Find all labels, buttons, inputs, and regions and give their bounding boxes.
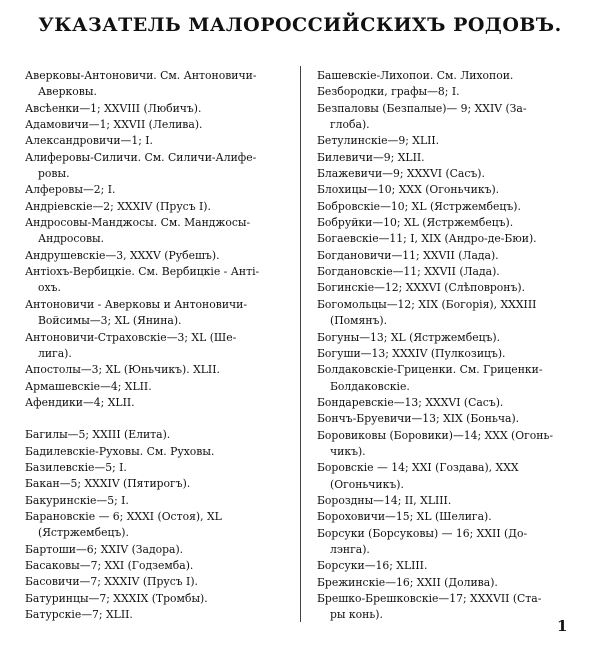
index-entry xyxy=(317,460,573,493)
entry-line: Багилы—5; XXIII (Елита). xyxy=(25,428,171,442)
entry-line: Бороховичи—15; XL (Шелига). xyxy=(317,510,492,524)
entry-line: Бондаревскіе—13; XXXVI (Сасъ). xyxy=(317,395,504,409)
index-entry xyxy=(25,117,283,133)
entry-line: Боровскіе — 14; XXI (Гоздава), XXX xyxy=(317,461,519,475)
entry-line: Апостолы—3; XL (Юньчикъ). XLII. xyxy=(25,363,220,377)
section-gap xyxy=(25,411,283,427)
index-entry xyxy=(317,248,573,264)
entry-line: Болдаковскіе-Гриценки. См. Гриценки- xyxy=(317,363,543,377)
index-entry xyxy=(317,509,573,525)
index-entry xyxy=(25,264,283,297)
entry-line: Бобруйки—10; XL (Ястржембецъ). xyxy=(317,216,514,230)
index-entry xyxy=(317,199,573,215)
entry-line: Афендики—4; XLII. xyxy=(25,395,135,409)
index-entry xyxy=(25,444,283,460)
entry-line: Брешко-Брешковскіе—17; XXXVII (Ста- xyxy=(317,592,542,605)
index-entry xyxy=(25,476,283,492)
entry-line: Бакан—5; XXXIV (Пятирогъ). xyxy=(25,477,191,491)
entry-continuation-line: Болдаковскіе. xyxy=(330,379,410,393)
index-entry xyxy=(317,133,573,149)
entry-line: Антіохъ-Вербицкіе. См. Вербицкіе - Анті- xyxy=(25,265,260,279)
entry-line: Богдановскіе—11; XXVII (Лада). xyxy=(317,265,500,279)
entry-line: Авсѣенки—1; XXVIII (Любичъ). xyxy=(25,101,202,115)
entry-line: Бончъ-Бруевичи—13; XIX (Боньча). xyxy=(317,412,520,426)
index-entry xyxy=(317,575,573,591)
entry-line: Алиферовы-Силичи. См. Силичи-Алифе- xyxy=(25,150,257,164)
index-entry xyxy=(317,411,573,427)
index-entry xyxy=(25,215,283,248)
entry-continuation-line: (Помянъ). xyxy=(330,314,388,328)
entry-continuation-line: (Огоньчикъ). xyxy=(330,477,404,491)
entry-line: Блажевичи—9; XXXVI (Сасъ). xyxy=(317,167,485,181)
entry-line: Бороздны—14; II, XLIII. xyxy=(317,493,452,507)
entry-continuation-line: глоба). xyxy=(330,118,370,132)
index-column-left xyxy=(25,68,283,623)
entry-line: Борсуки (Борсуковы) — 16; XXII (До- xyxy=(317,526,528,540)
entry-line: Богуны—13; XL (Ястржембецъ). xyxy=(317,330,501,344)
entry-line: Богомольцы—12; XIX (Богорія), XXXIII xyxy=(317,297,537,311)
entry-continuation-line: (Ястржембецъ). xyxy=(38,526,129,540)
index-entry xyxy=(317,428,573,461)
entry-line: Богдановичи—11; XXVII (Лада). xyxy=(317,248,499,262)
index-entry xyxy=(317,101,573,134)
index-entry xyxy=(25,68,283,101)
index-entry xyxy=(317,166,573,182)
index-entry xyxy=(25,248,283,264)
index-entry xyxy=(25,182,283,198)
entry-line: Андросовы-Манджосы. См. Манджосы- xyxy=(25,216,251,230)
entry-continuation-line: Аверковы. xyxy=(38,85,97,99)
entry-line: Басаковы—7; XXI (Годземба). xyxy=(25,558,194,572)
index-entry xyxy=(317,150,573,166)
index-entry xyxy=(317,215,573,231)
entry-line: Аверковы-Антоновичи. См. Антоновичи- xyxy=(25,69,257,82)
index-entry xyxy=(25,379,283,395)
index-entry xyxy=(317,68,573,84)
index-entry xyxy=(25,330,283,363)
column-divider xyxy=(300,66,301,622)
index-entry xyxy=(25,607,283,623)
entry-line: Безпаловы (Безпалые)— 9; XXIV (За- xyxy=(317,101,527,115)
entry-line: Бартоши—6; XXIV (Задора). xyxy=(25,542,184,556)
index-entry xyxy=(25,362,283,378)
index-entry xyxy=(317,330,573,346)
entry-line: Батуринцы—7; XXXIX (Тромбы). xyxy=(25,591,208,605)
index-entry xyxy=(317,182,573,198)
index-entry xyxy=(25,199,283,215)
entry-line: Андріевскіе—2; XXXIV (Прусъ I). xyxy=(25,199,211,213)
index-entry xyxy=(25,427,283,443)
entry-continuation-line: лига). xyxy=(38,346,72,360)
entry-line: Армашевскіе—4; XLII. xyxy=(25,379,152,393)
index-entry xyxy=(25,542,283,558)
index-entry xyxy=(317,362,573,395)
page-number: 1 xyxy=(557,617,568,635)
entry-line: Башевскіе-Лихопои. См. Лихопои. xyxy=(317,69,514,82)
entry-line: Бетулинскіе—9; XLII. xyxy=(317,134,440,148)
index-entry xyxy=(25,460,283,476)
index-column-right xyxy=(317,68,573,624)
entry-line: Брежинскіе—16; XXII (Долива). xyxy=(317,575,498,589)
index-entry xyxy=(25,591,283,607)
entry-line: Бадилевскіе-Руховы. См. Руховы. xyxy=(25,444,215,458)
index-entry xyxy=(317,395,573,411)
entry-line: Батурскіе—7; XLII. xyxy=(25,608,133,621)
entry-continuation-line: чикъ). xyxy=(330,444,366,458)
index-entry xyxy=(317,493,573,509)
index-entry xyxy=(317,264,573,280)
entry-line: Боровиковы (Боровики)—14; XXX (Огонь- xyxy=(317,428,554,442)
entry-line: Безбородки, графы—8; I. xyxy=(317,85,460,99)
index-entry xyxy=(25,133,283,149)
index-entry xyxy=(25,493,283,509)
entry-line: Блохицы—10; XXX (Огоньчикъ). xyxy=(317,183,500,197)
index-entry xyxy=(25,574,283,590)
entry-line: Александровичи—1; I. xyxy=(25,134,153,148)
entry-line: Базилевскіе—5; I. xyxy=(25,460,127,474)
entry-line: Бакуринскіе—5; I. xyxy=(25,493,129,507)
entry-line: Борсуки—16; XLIII. xyxy=(317,559,428,573)
page-title: УКАЗАТЕЛЬ МАЛОРОССИЙСКИХЪ РОДОВЪ. xyxy=(38,14,562,36)
entry-continuation-line: охъ. xyxy=(38,281,61,295)
entry-line: Алферовы—2; I. xyxy=(25,183,116,197)
index-entry xyxy=(25,395,283,411)
entry-line: Богинскіе—12; XXXVI (Слѣповронъ). xyxy=(317,281,526,295)
entry-line: Басовичи—7; XXXIV (Прусъ I). xyxy=(25,575,198,589)
index-entry xyxy=(317,558,573,574)
entry-continuation-line: Андросовы. xyxy=(38,232,105,246)
entry-line: Андрушевскіе—3, XXXV (Рубешъ). xyxy=(25,248,220,262)
entry-line: Антоновичи - Аверковы и Антоновичи- xyxy=(25,297,248,311)
index-entry xyxy=(317,526,573,559)
index-entry xyxy=(317,280,573,296)
entry-line: Богаевскіе—11; I, XIX (Андро-де-Бюи). xyxy=(317,232,537,246)
entry-continuation-line: Войсимы—3; XL (Янина). xyxy=(38,314,182,328)
entry-line: Адамовичи—1; XXVII (Лелива). xyxy=(25,118,203,132)
index-entry xyxy=(25,509,283,542)
entry-continuation-line: ровы. xyxy=(38,167,70,181)
entry-continuation-line: лэнга). xyxy=(330,542,370,556)
index-entry xyxy=(25,558,283,574)
index-entry xyxy=(317,231,573,247)
entry-line: Антоновичи-Страховскіе—3; XL (Ше- xyxy=(25,330,237,344)
entry-continuation-line: ры конь). xyxy=(330,608,383,622)
index-entry xyxy=(25,297,283,330)
index-entry xyxy=(25,101,283,117)
entry-line: Бобровскіе—10; XL (Ястржембецъ). xyxy=(317,199,521,213)
index-entry xyxy=(317,346,573,362)
entry-line: Богуши—13; XXXIV (Пулкозицъ). xyxy=(317,346,506,360)
index-entry xyxy=(25,150,283,183)
entry-line: Билевичи—9; XLII. xyxy=(317,150,425,164)
index-entry xyxy=(317,297,573,330)
index-entry xyxy=(317,84,573,100)
index-entry xyxy=(317,591,573,624)
entry-line: Барановскіе — 6; XXXI (Остоя), XL xyxy=(25,509,222,523)
